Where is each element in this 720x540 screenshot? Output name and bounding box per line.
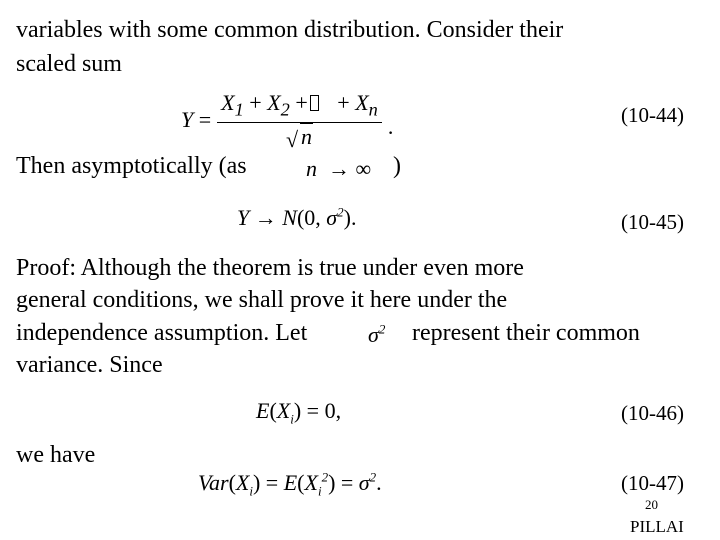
- intro-line-2: scaled sum: [16, 51, 122, 77]
- equation-10-44: Y = $X_1 + X_2$ + + $X_n$ √ n .: [181, 90, 394, 153]
- equation-10-45: Y → N(0, $\sigma^2$).: [237, 204, 357, 230]
- equation-10-46: $E(X_i) = 0$,: [256, 398, 342, 427]
- equation-label-10-46: (10-46): [621, 401, 684, 425]
- proof-line-4: variance. Since: [16, 352, 163, 378]
- we-have-text: we have: [16, 442, 96, 468]
- equation-label-10-44: (10-44): [621, 103, 684, 127]
- then-line-prefix: Then asymptotically (as: [16, 153, 247, 179]
- equation-10-47: $Var(X_i) = E(X_i^2) = \sigma^2$.: [198, 469, 382, 499]
- proof-line-2: general conditions, we shall prove it here under the: [16, 287, 508, 313]
- limit-n-to-infinity: n → ∞: [306, 156, 372, 181]
- proof-line-3b: represent their common: [412, 320, 640, 346]
- equation-label-10-45: (10-45): [621, 210, 684, 234]
- sigma-squared-symbol: $\sigma^2$: [368, 321, 386, 347]
- proof-line-1: Proof: Although the theorem is true under even more: [16, 255, 524, 281]
- equation-label-10-47: (10-47): [621, 471, 684, 495]
- missing-glyph-box: [310, 95, 319, 111]
- proof-line-3a: independence assumption. Let: [16, 320, 308, 346]
- then-line-suffix: ): [393, 153, 401, 179]
- author-name: PILLAI: [630, 517, 684, 536]
- intro-line-1: variables with some common distribution. Consider their: [16, 17, 564, 43]
- page-number: 20: [645, 497, 658, 512]
